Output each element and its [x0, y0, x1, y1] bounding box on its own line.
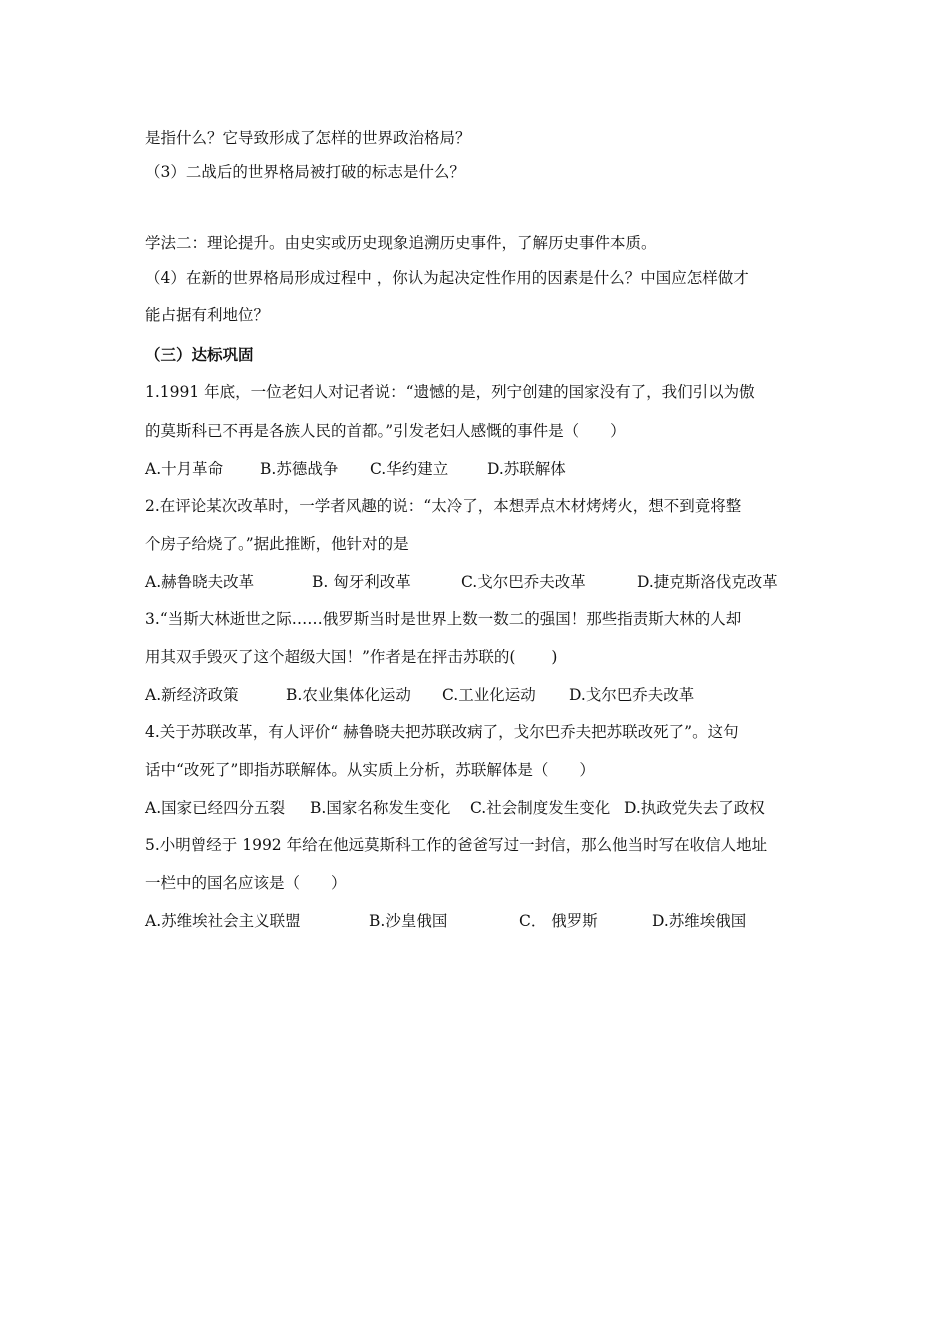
- option-c: C.工业化运动: [442, 686, 536, 704]
- option-c: C.社会制度发生变化: [470, 799, 611, 817]
- option-b: B.沙皇俄国: [369, 912, 448, 930]
- exercise-2-line-1: 2.在评论某次改革时，一学者风趣的说：“太冷了，本想弄点木材烤烤火，想不到竟将整: [145, 497, 742, 515]
- exercise-1-line-1: 1.1991 年底，一位老妇人对记者说：“遗憾的是，列宁创建的国家没有了，我们引以为傲: [145, 383, 755, 401]
- option-b: B.国家名称发生变化: [310, 799, 451, 817]
- option-a: A.新经济政策: [145, 686, 239, 704]
- option-c: C． 俄罗斯: [519, 912, 598, 930]
- option-d: D.捷克斯洛伐克改革: [637, 573, 778, 591]
- exercise-4-line-2: 话中“改死了”即指苏联解体。从实质上分析，苏联解体是（ ）: [145, 761, 595, 779]
- question-4-line-2: 能占据有利地位？: [145, 306, 270, 324]
- exercise-3-line-1: 3.“当斯大林逝世之际……俄罗斯当时是世界上数一数二的强国！那些指责斯大林的人却: [145, 610, 742, 628]
- option-a: A.国家已经四分五裂: [145, 799, 286, 817]
- exercise-3-line-2: 用其双手毁灭了这个超级大国！”作者是在抨击苏联的( ): [145, 648, 558, 666]
- exercise-5-line-2: 一栏中的国名应该是（ ）: [145, 874, 347, 892]
- option-d: D.戈尔巴乔夫改革: [569, 686, 695, 704]
- option-b: B.苏德战争: [260, 460, 339, 478]
- option-c: C.戈尔巴乔夫改革: [461, 573, 586, 591]
- section-heading: （三）达标巩固: [145, 345, 254, 364]
- option-a: A.苏维埃社会主义联盟: [145, 912, 301, 930]
- question-3: （3）二战后的世界格局被打破的标志是什么？: [145, 163, 465, 181]
- exercise-2-line-2: 个房子给烧了。”据此推断，他针对的是: [145, 535, 409, 553]
- exercise-1-line-2: 的莫斯科已不再是各族人民的首都。”引发老妇人感慨的事件是（ ）: [145, 422, 626, 440]
- exercise-4-line-1: 4.关于苏联改革，有人评价“ 赫鲁晓夫把苏联改病了，戈尔巴乔夫把苏联改死了”。这句: [145, 723, 739, 741]
- option-b: B. 匈牙利改革: [312, 573, 411, 591]
- option-d: D.苏维埃俄国: [652, 912, 747, 930]
- option-b: B.农业集体化运动: [286, 686, 411, 704]
- option-d: D.执政党失去了政权: [624, 799, 765, 817]
- option-a: A.赫鲁晓夫改革: [145, 573, 255, 591]
- exercise-5-line-1: 5.小明曾经于 1992 年给在他远莫斯科工作的爸爸写过一封信，那么他当时写在收信人地址: [145, 836, 768, 854]
- continuation-line: 是指什么？它导致形成了怎样的世界政治格局？: [145, 129, 471, 147]
- option-d: D.苏联解体: [487, 460, 566, 478]
- question-4-line-1: （4）在新的世界格局形成过程中 ，你认为起决定性作用的因素是什么？中国应怎样做才: [145, 269, 749, 287]
- method-2-title: 学法二：理论提升。由史实或历史现象追溯历史事件，了解历史事件本质。: [145, 234, 657, 252]
- option-a: A.十月革命: [145, 460, 224, 478]
- option-c: C.华约建立: [370, 460, 449, 478]
